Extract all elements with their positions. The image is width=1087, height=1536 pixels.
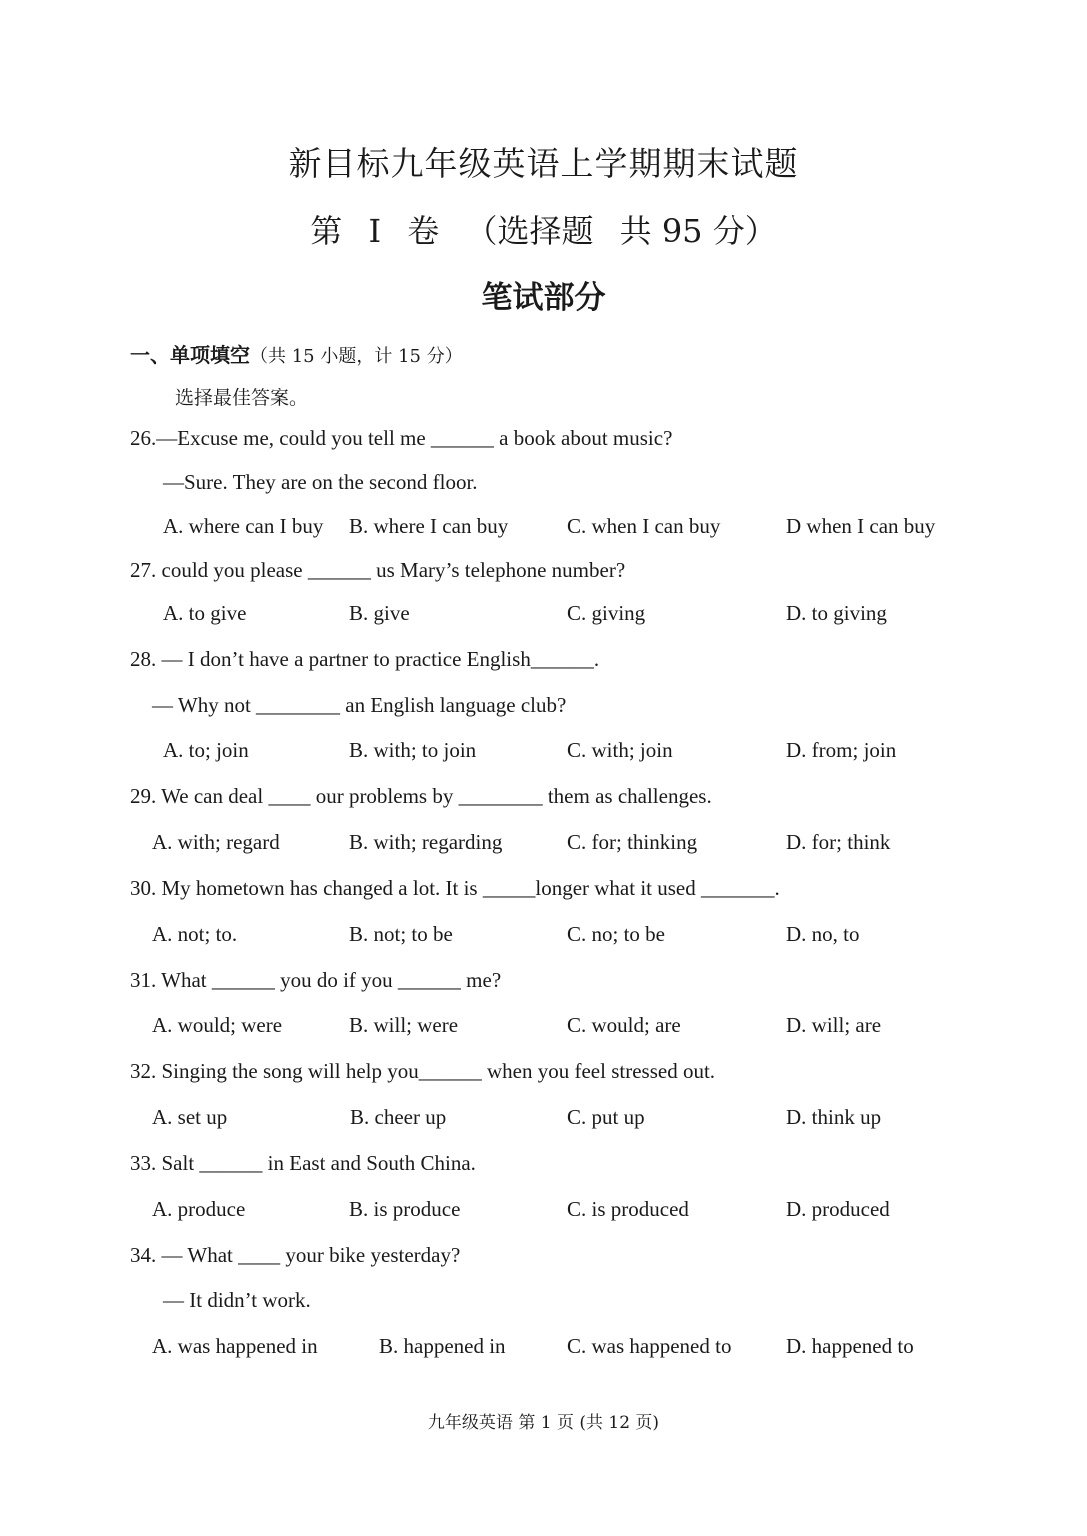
question-34-reply: — It didn’t work. [163, 1288, 311, 1312]
question-33-option-d: D. produced [786, 1197, 890, 1221]
volume-label-d: （选择题 [465, 212, 594, 250]
question-33-option-a: A. produce [152, 1197, 246, 1221]
volume-label-c: 卷 [407, 212, 440, 250]
question-33-option-c: C. is produced [567, 1197, 689, 1221]
question-34-option-c: C. was happened to [567, 1334, 732, 1358]
question-29-option-d: D. for; think [786, 830, 891, 854]
question-33-option-b: B. is produce [349, 1197, 461, 1221]
question-31-option-c: C. would; are [567, 1013, 681, 1037]
question-27-stem: 27. could you please ______ us Mary’s telephone number? [130, 558, 626, 582]
page-footer: 九年级英语 第 1 页 (共 12 页) [427, 1413, 660, 1433]
question-27-option-c: C. giving [567, 601, 646, 625]
question-30-option-d: D. no, to [786, 922, 860, 946]
question-27-option-d: D. to giving [786, 601, 887, 625]
question-26-option-d: D when I can buy [786, 514, 936, 538]
question-32-option-c: C. put up [567, 1105, 645, 1129]
question-34-option-b: B. happened in [379, 1334, 506, 1358]
question-32-option-a: A. set up [152, 1105, 228, 1129]
question-32-option-d: D. think up [786, 1105, 882, 1129]
question-31-option-b: B. will; were [349, 1013, 459, 1037]
volume-heading [0, 206, 1087, 252]
question-30-stem: 30. My hometown has changed a lot. It is _____longer what it used _______. [130, 876, 780, 900]
question-32-option-b: B. cheer up [350, 1105, 447, 1129]
exam-title: 新目标九年级英语上学期期末试题 [288, 144, 799, 183]
question-26-option-b: B. where I can buy [349, 514, 509, 538]
question-30-option-b: B. not; to be [349, 922, 453, 946]
question-28-stem: 28. — I don’t have a partner to practice English______. [130, 647, 600, 671]
question-29-option-a: A. with; regard [152, 830, 280, 854]
question-34-stem: 34. — What ____ your bike yesterday? [130, 1243, 461, 1267]
question-30-option-a: A. not; to. [152, 922, 238, 946]
question-34-option-a: A. was happened in [152, 1334, 318, 1358]
question-31-option-d: D. will; are [786, 1013, 882, 1037]
question-34-option-d: D. happened to [786, 1334, 914, 1358]
question-28-reply: — Why not ________ an English language club? [152, 693, 567, 717]
question-28-option-b: B. with; to join [349, 738, 477, 762]
question-26-reply: —Sure. They are on the second floor. [163, 470, 478, 494]
section-instruction: 选择最佳答案。 [175, 387, 309, 409]
question-31-option-a: A. would; were [152, 1013, 283, 1037]
question-33-stem: 33. Salt ______ in East and South China. [130, 1151, 476, 1175]
question-30-option-c: C. no; to be [567, 922, 665, 946]
question-29-option-c: C. for; thinking [567, 830, 698, 854]
part-heading: 笔试部分 [481, 280, 606, 316]
question-26-option-c: C. when I can buy [567, 514, 721, 538]
question-27-option-b: B. give [349, 601, 410, 625]
question-29-option-b: B. with; regarding [349, 830, 503, 854]
volume-label-a: 第 [310, 212, 343, 250]
question-28-option-c: C. with; join [567, 738, 673, 762]
question-26-stem: 26.—Excuse me, could you tell me ______ a book about music? [130, 426, 673, 450]
question-31-stem: 31. What ______ you do if you ______ me? [130, 968, 502, 992]
question-26-option-a: A. where can I buy [163, 514, 324, 538]
section-title: 一、单项填空 [130, 343, 250, 367]
question-28-option-d: D. from; join [786, 738, 897, 762]
volume-label-e: 共 95 分） [619, 212, 777, 250]
question-32-stem: 32. Singing the song will help you______ when you feel stressed out. [130, 1059, 716, 1083]
section-heading [130, 339, 463, 368]
question-29-stem: 29. We can deal ____ our problems by ________ them as challenges. [130, 784, 712, 808]
section-meta: （共 15 小题，计 15 分） [250, 346, 463, 367]
question-27-option-a: A. to give [163, 601, 247, 625]
volume-label-b: I [368, 212, 382, 250]
question-28-option-a: A. to; join [163, 738, 249, 762]
